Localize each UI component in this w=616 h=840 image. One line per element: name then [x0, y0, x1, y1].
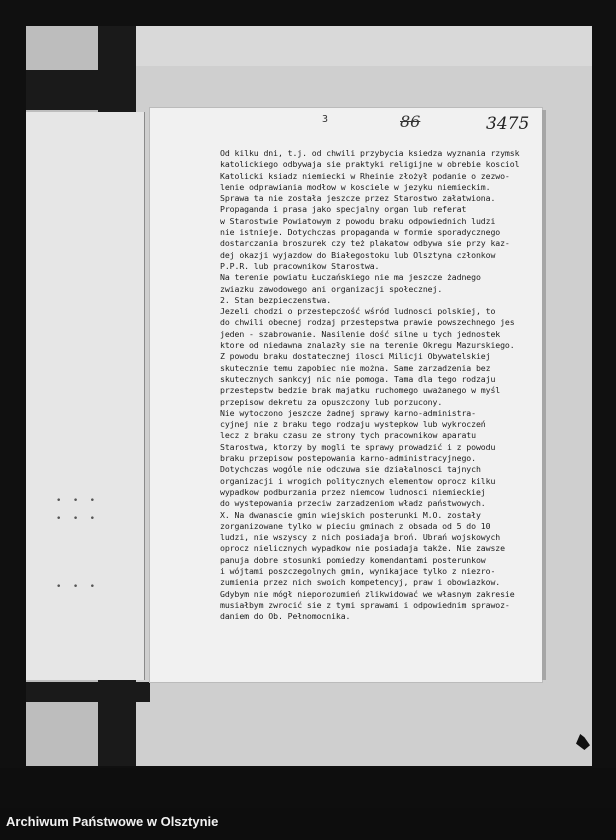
text-line: braku przepisow postepowania karno-administracyjnego. [220, 453, 476, 464]
text-line: dostarczania broszurek czy też plakatow odbywa sie przy kaz- [220, 238, 510, 249]
text-line: Katolicki ksiadz niemiecki w Rheinie złożył podanie o zezwo- [220, 170, 510, 181]
text-line: Starostwa, ktorzy by mogli te sprawy prowadzić i z powodu [220, 441, 496, 452]
text-line: w Starostwie Powiatowym z powodu braku odpowiednich ludzi [220, 215, 496, 226]
text-line: Na terenie powiatu Łuczańskiego nie ma jeszcze żadnego [220, 272, 481, 283]
margin-dots: • • • [56, 582, 99, 592]
text-line: i wójtami poszczegolnych gmin, wynikajace tylko z niezro- [220, 565, 496, 576]
text-line: Od kilku dni, t.j. od chwili przybycia ksiedza wyznania rzymsk [220, 148, 520, 158]
text-line: lecz z braku czasu ze strony tych pracownikow aparatu [220, 430, 476, 441]
text-line: Sprawa ta nie została jeszcze przez Starostwo załatwiona. [220, 193, 496, 204]
text-line: do chwili obecnej rodzaj przestepstwa prawie powszechnego jes [220, 317, 515, 328]
text-line: 2. Stan bezpieczenstwa. [220, 294, 332, 305]
text-line: wypadkow podburzania przez niemcow ludnosci niemieckiej [220, 486, 486, 497]
text-line: daniem do Ob. Pełnomocnika. [220, 611, 351, 622]
text-line: Z powodu braku dostatecznej ilosci Milicji Obywatelskiej [220, 351, 491, 362]
text-line: ktore od niedawna znalazły sie na terenie Okregu Mazurskiego. [220, 340, 515, 351]
scan-footer-strip [0, 768, 616, 808]
text-line: przepisow dekretu za opuszczony lub porzucony. [220, 396, 443, 407]
text-line: nie istnieje. Dotychczas propaganda w formie sporadycznego [220, 227, 501, 238]
text-line: skutecznych sankcyj nic nie pomoga. Tama dla tego rodzaju [220, 373, 496, 384]
text-line: oprocz nielicznych wypadkow nie posiadaja także. Nie zawsze [220, 543, 505, 554]
text-line: zwiazku zawodowego ani organizacji społecznej. [220, 283, 443, 294]
margin-dots: • • • [56, 514, 99, 524]
text-line: przestepstw bedzie brak majatku ruchomego uważanego w myśl [220, 385, 501, 396]
text-line: zorganizowane tylko w pieciu gminach z obsada od 5 do 10 [220, 520, 491, 531]
text-line: organizacji i wrogich politycznych elementow oprocz kilku [220, 475, 496, 486]
text-line: cyjnej nie z braku tego rodzaju wystepkow lub wykroczeń [220, 419, 486, 430]
text-line: Jezeli chodzi o przestepczość wśród ludnosci polskiej, to [220, 306, 496, 317]
page-number: 3 [322, 114, 329, 125]
text-line: X. Na dwanascie gmin wiejskich posterunki M.O. zostały [220, 509, 481, 520]
text-line: panuja dobre stosunki pomiedzy komendantami posterunkow [220, 554, 486, 565]
typed-body-text [220, 148, 542, 622]
text-line: do wystepowania przeciw zarzadzeniom władz państwowych. [220, 498, 486, 509]
text-line: musiałbym zwrocić sie z tymi sprawami i odpowiednim sprawoz- [220, 599, 510, 610]
page-edge-shadow [542, 110, 546, 680]
text-line: dej okazji wyjazdow do Białegostoku lub Olsztyna członkow [220, 249, 496, 260]
archive-credit: Archiwum Państwowe w Olsztynie [6, 814, 219, 829]
facing-page-left [26, 112, 145, 680]
text-line: Dotychczas wogóle nie odczuwa sie działalnosci tajnych [220, 464, 481, 475]
text-line: skutecznie temu zapobiec nie można. Same zarzadzenia bez [220, 362, 491, 373]
crossed-out-reference: 86 [400, 112, 421, 131]
text-line: ludzi, nie wszyscy z nich posiadaja broń. Ubrań wojskowych [220, 532, 501, 543]
typed-document-page [150, 108, 542, 682]
text-line: Propaganda i prasa jako specjalny organ lub referat [220, 204, 467, 215]
text-line: Gdybym nie mógł nieporozumień zlikwidować we własnym zakresie [220, 588, 515, 599]
text-line: katolickiego odbywaja sie praktyki religijne w obrebie kosciol [220, 159, 520, 170]
margin-dots: • • • [56, 496, 99, 506]
text-line: jeden - szabrowanie. Nasilenie dość silne u tych jednostek [220, 328, 501, 339]
handwritten-reference-number: 3475 [486, 114, 530, 134]
text-line: zumienia przez nich swoich kompetencyj, praw i obowiazkow. [220, 577, 501, 588]
text-line: Nie wytoczono jeszcze żadnej sprawy karno-administra- [220, 407, 476, 418]
binder-strap-bottom [26, 682, 150, 702]
text-line: P.P.R. lub pracownikow Starostwa. [220, 260, 380, 271]
text-line: lenie odprawiania modłow w kosciele w jezyku niemieckim. [220, 181, 491, 192]
